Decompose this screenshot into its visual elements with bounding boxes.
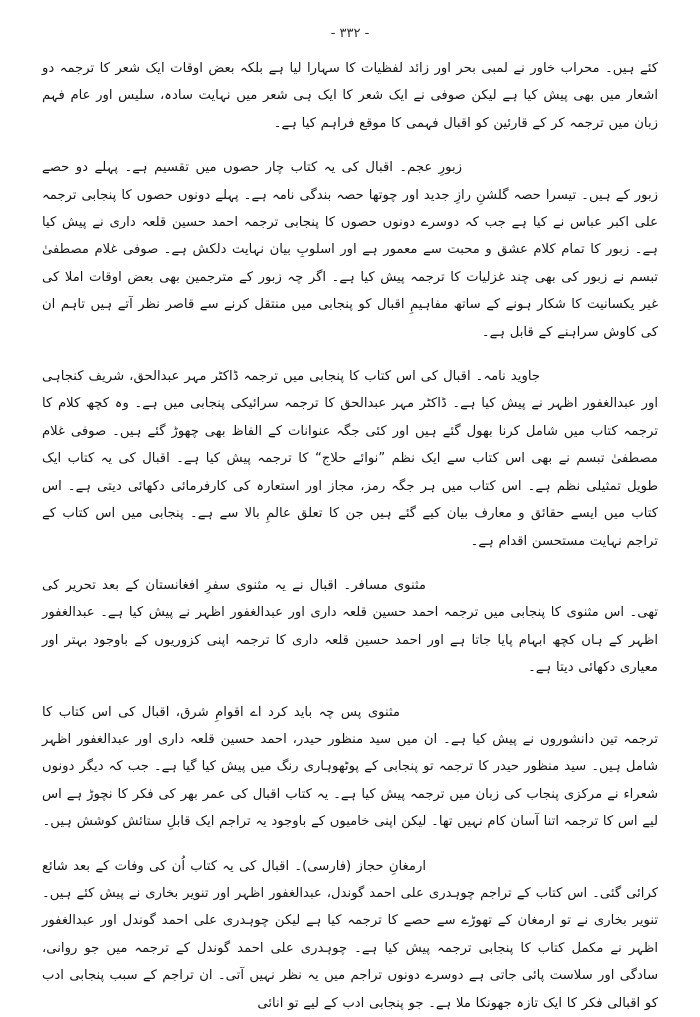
paragraph-zabur-e-ajam: زبورِ عجم۔ اقبال کی یہ کتاب چار حصوں میں تقسیم ہے۔ پہلے دو حصے زبور کے ہیں۔ تیسرا حصہ گلشنِ رازِ جدید اور چوتھا حصہ بندگی نامہ ہے۔ پہلے دونوں حصوں کا پنجابی ترجمہ علی اکبر عباس نے کیا ہے جب کہ دوسرے دونوں حصوں کا پنجابی ترجمہ احمد حسین قلعہ داری نے پیش کیا ہے۔ زبور کا تمام کلام عشق و محبت سے معمور ہے اور اسلوبِ بیان نہایت دلکش ہے۔ صوفی غلام مصطفیٰ تبسم نے زبور کی بھی چند غزلیات کا ترجمہ پیش کیا ہے۔ اگر چہ زبور کے مترجمین بھی بعض اوقات املا کی غیر یکسانیت کا شکار ہونے کے ساتھ مفاہیمِ اقبال کو پنجابی میں منتقل کرنے سے قاصر نظر آتے ہیں تاہم ان کی کاوش سراہنے کے قابل ہے۔ [42,160,658,340]
paragraph-continuation: کئے ہیں۔ محراب خاور نے لمبی بحر اور زائد لفظیات کا سہارا لیا ہے بلکہ بعض اوقات ایک شعر کا ترجمہ دو اشعار میں بھی پیش کیا ہے لیکن صوفی نے ایک شعر کا ایک ہی شعر میں نہایت سادہ، سلیس اور عام فہم زبان میں ترجمہ کر کے قارئین کو اقبال فہمی کا موقع فراہم کیا ہے۔ [42,61,658,131]
paragraph-pas-che-bayad-kard: مثنوی پس چہ باید کرد اے اقوامِ شرق، اقبال کی اس کتاب کا ترجمہ تین دانشوروں نے پیش کیا ہے۔ ان میں سید منظور حیدر، احمد حسین قلعہ داری اور عبدالغفور اظہر شامل ہیں۔ سید منظور حیدر کا ترجمہ تو پنجابی کے پوٹھوہاری رنگ میں پیش کیا گیا ہے۔ جب کہ دیگر دونوں شعراء نے مرکزی پنجاب کی زبان میں ترجمہ پیش کیا ہے۔ یہ کتاب اقبال کی عمر بھر کی فکر کا نچوڑ ہے اس لیے اس کا ترجمہ اتنا آسان کام نہیں تھا۔ لیکن اپنی خامیوں کے باوجود یہ تراجم ایک قابلِ ستائش کوشش ہیں۔ [42,704,658,830]
page-number: - ۳۳۲ - [330,26,370,41]
paragraph-masnavi-musafir: مثنوی مسافر۔ اقبال نے یہ مثنوی سفرِ افغانستان کے بعد تحریر کی تھی۔ اس مثنوی کا پنجابی میں ترجمہ احمد حسین قلعہ داری اور عبدالغفور اظہر نے پیش کیا ہے۔ عبدالغفور اظہر کے ہاں کچھ ابہام پایا جاتا ہے اور احمد حسین قلعہ داری کا ترجمہ اپنی کزوریوں کے باوجود بہتر اور معیاری دکھائی دیتا ہے۔ [42,577,658,676]
paragraph-armaghan-e-hijaz: ارمغانِ حجاز (فارسی)۔ اقبال کی یہ کتاب اُن کی وفات کے بعد شائع کرائی گئی۔ اس کتاب کے تراجم چوہدری علی احمد گوندل، عبدالغفور اظہر اور تنویر بخاری نے پیش کئے ہیں۔ تنویر بخاری نے تو ارمغان کے تھوڑے سے حصے کا ترجمہ کیا ہے لیکن چوہدری علی احمد گوندل اور عبدالغفور اظہر نے مکمل کتاب کا پنجابی ترجمہ پیش کیا ہے۔ چوہدری علی احمد گوندل کے ترجمہ میں جو روانی، سادگی اور سلاست پائی جاتی ہے دوسرے دونوں تراجم میں یہ نظر نہیں آتی۔ ان تراجم کے سبب پنجابی ادب کو اقبالی فکر کا ایک تازہ جھونکا ملا ہے۔ جو پنجابی ادب کے لیے تو انائی [42,858,658,1011]
document-body [42,55,658,1017]
paragraph-javed-nama: جاوید نامہ۔ اقبال کی اس کتاب کا پنجابی میں ترجمہ ڈاکٹر مہر عبدالحق، شریف کنجاہی اور عبدالغفور اظہر نے پیش کیا ہے۔ ڈاکٹر مہر عبدالحق کا ترجمہ سرائیکی پنجابی میں ہے۔ وہ کچھ کلام کا ترجمہ کتاب میں شامل کرنا بھول گئے ہیں اور کئی جگہ عنوانات کے الفاظ بھی چھوڑ گئے ہیں۔ صوفی غلام مصطفیٰ تبسم نے بھی اس کتاب سے ایک نظم ”نوائے حلاج“ کا ترجمہ پیش کیا ہے۔ اقبال کی یہ کتاب ایک طویل تمثیلی نظم ہے۔ اس کتاب میں ہر جگہ رمز، مجاز اور استعارہ کی کارفرمائی دکھائی دیتی ہے۔ اس کتاب میں ایسے حقائق و معارف بیان کیے گئے ہیں جن کا تعلق عالمِ بالا سے ہے۔ پنجابی میں اس کتاب کے تراجم نہایت مستحسن اقدام ہے۔ [42,369,658,549]
